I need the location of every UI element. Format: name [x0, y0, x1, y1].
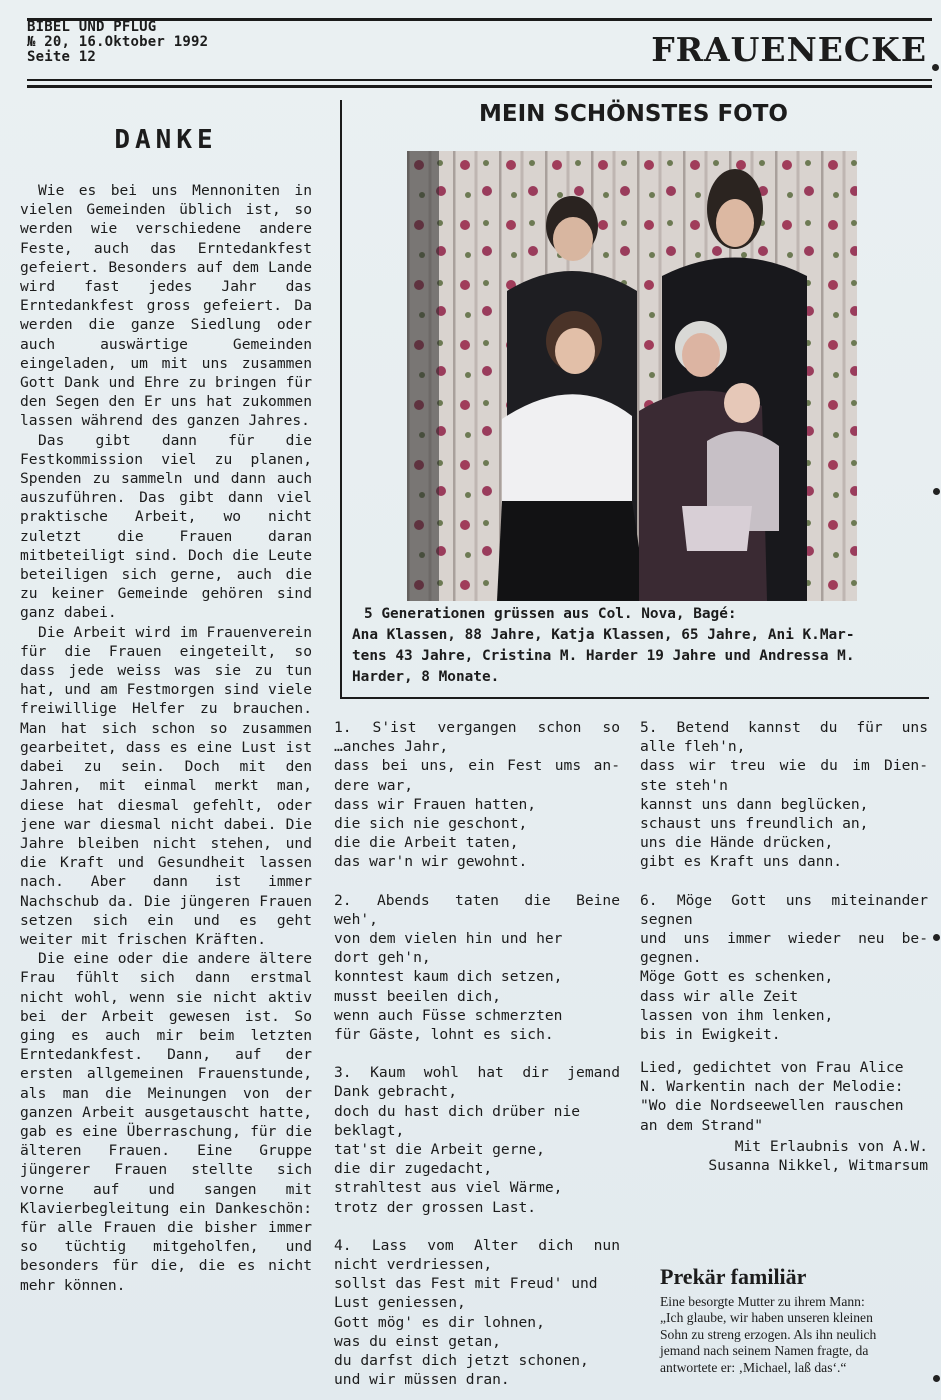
poem-line: uns die Hände drücken,	[640, 834, 834, 852]
note-line: an dem Strand"	[640, 1116, 764, 1134]
poem-line: und wir müssen dran.	[334, 1371, 510, 1389]
poem-stanza	[334, 1236, 620, 1390]
poem-line: nicht verdriessen,	[334, 1256, 493, 1274]
poem-line: weh',	[334, 910, 378, 928]
poem-line: wenn auch Füsse schmerzten	[334, 1006, 563, 1024]
poem-line: lassen von ihm lenken,	[640, 1006, 834, 1024]
photo-box-title: MEIN SCHÖNSTES FOTO	[479, 101, 788, 127]
article-paragraph: Wie es bei uns Mennoniten in vielen Gemeinden üblich ist, so werden wie verschiedene andere Feste, auch das Erntedankfest gefeiert. Besonders auf dem Lande wird fast jedes Jahr das Erntedankfest gross gefeiert. Da werden die ganze Siedlung oder auch auswärtige Gemeinden eingeladen, um mit uns zusammen Gott Dank und Ehre zu bringen für den Segen den Er uns hat zukommen lassen während des ganzen Jahres.	[20, 182, 312, 430]
binder-hole	[933, 1375, 940, 1382]
poem-line: beklagt,	[334, 1121, 405, 1139]
poem-line: schaust uns freundlich an,	[640, 815, 869, 833]
stanza-gap	[334, 872, 620, 891]
poem-stanza	[334, 1063, 620, 1217]
poem-line: dass wir Frauen hatten,	[334, 795, 537, 813]
binder-hole	[932, 64, 939, 71]
poem-stanza	[334, 891, 620, 1045]
poem-line: Gott mög' es dir lohnen,	[334, 1313, 545, 1331]
poem-line: von dem vielen hin und her	[334, 930, 563, 948]
poem-line: …anches Jahr,	[334, 738, 449, 756]
poem-stanza	[640, 718, 928, 872]
poem-line: gegnen.	[640, 949, 702, 967]
poem-line: alle fleh'n,	[640, 738, 746, 756]
poem-line: sollst das Fest mit Freud' und	[334, 1275, 598, 1293]
binder-hole	[933, 934, 940, 941]
note-line: Lied, gedichtet von Frau Alice	[640, 1059, 904, 1076]
poem-line: das war'n wir gewohnt.	[334, 853, 528, 871]
poem-line: Dank gebracht,	[334, 1083, 458, 1101]
joke-title: Prekär familiär	[660, 1264, 807, 1289]
caption-line: Harder, 8 Monate.	[352, 669, 500, 685]
stanza-gap	[334, 1217, 620, 1236]
poem-right-column	[640, 718, 928, 1044]
poem-line: 4. Lass vom Alter dich nun	[334, 1236, 620, 1254]
note-line: "Wo die Nordseewellen rauschen	[640, 1097, 904, 1115]
poem-line: ste steh'n	[640, 776, 728, 794]
poem-note	[640, 1058, 928, 1175]
page-number: Seite 12	[27, 49, 97, 65]
poem-line: die dir zugedacht,	[334, 1160, 493, 1178]
poem-line: konntest kaum dich setzen,	[334, 968, 563, 986]
poem-line: du darfst dich jetzt schonen,	[334, 1352, 589, 1370]
header-rule-2	[27, 85, 932, 88]
prekaer-familiaer-box	[660, 1264, 920, 1376]
section-title: FRAUENECKE	[651, 30, 927, 69]
article-paragraph: Die eine oder die andere ältere Frau fühlt sich dann erstmal nicht wohl, wenn sie nicht aktiv bei der Arbeit gewesen ist. So ging es auch mir beim letzten Erntedankfest. Dann, auf der ersten allgemeinen Frauenstunde, als man die Meinungen von der ganzen Arbeit ausgetauscht hatte, gab es eine Überraschung, für die älteren Frauen. Eine Gruppe jüngerer Frauen stellte sich vorne auf und sangen mit Klavierbegleitung ein Dankeschön: für alle Frauen die bisher immer so tüchtig mitgeholfen, und besonders für die, die es nicht mehr können.	[20, 950, 312, 1294]
poem-line: 5. Betend kannst du für uns	[640, 719, 928, 736]
poem-line: trotz der grossen Last.	[334, 1198, 537, 1216]
credit-line: Mit Erlaubnis von A.W.	[734, 1137, 928, 1155]
poem-line: Möge Gott es schenken,	[640, 968, 834, 986]
poem-line: tat'st die Arbeit gerne,	[334, 1141, 545, 1159]
family-photo-image	[407, 151, 857, 601]
caption-line: Ana Klassen, 88 Jahre, Katja Klassen, 65 Jahre, Ani K.Mar-	[352, 627, 855, 643]
binder-hole	[933, 488, 940, 495]
poem-line: was du einst getan,	[334, 1332, 501, 1350]
poem-line: dass wir treu wie du im Dien-	[640, 757, 928, 775]
poem-line: die die Arbeit taten,	[334, 834, 519, 852]
caption-heading: 5 Generationen grüssen aus Col. Nova, Bagé:	[364, 606, 737, 622]
joke-line: „Ich glaube, wir haben unseren kleinen	[660, 1310, 873, 1326]
poem-line: dass wir alle Zeit	[640, 987, 799, 1005]
publication-name: BIBEL UND PFLUG	[27, 19, 157, 35]
poem-line: die sich nie geschont,	[334, 815, 528, 833]
poem-line: segnen	[640, 910, 693, 928]
poem-line: dort geh'n,	[334, 949, 431, 967]
poem-line: für Gäste, lohnt es sich.	[334, 1026, 554, 1044]
poem-line: dere war,	[334, 776, 414, 794]
poem-line: musst beeilen dich,	[334, 987, 501, 1005]
masthead-info	[27, 20, 208, 65]
poem-line: 6. Möge Gott uns miteinander	[640, 891, 928, 909]
poem-stanza	[640, 891, 928, 1045]
poem-stanza	[334, 718, 620, 872]
joke-text	[660, 1294, 920, 1376]
poem-line: kannst uns dann beglücken,	[640, 795, 869, 813]
joke-line: antwortete er: ‚Michael, laß das‘.“	[660, 1359, 847, 1375]
article-paragraph: Das gibt dann für die Festkommission viel zu planen, Spenden zu sammeln und dann auch auszuführen. Das gibt dann viel praktische Arbeit, wo nicht zuletzt die Frauen daran mitbeteiligt sind. Doch die Leute beteiligen sich gerne, auch die zu keiner Gemeinde gehören sind ganz dabei.	[20, 431, 312, 622]
poem-line: Lust geniessen,	[334, 1294, 466, 1312]
poem-line: gibt es Kraft uns dann.	[640, 853, 843, 871]
stanza-gap	[640, 872, 928, 891]
poem-line: doch du hast dich drüber nie	[334, 1102, 581, 1120]
danke-article	[20, 125, 312, 1295]
joke-line: Sohn zu streng erzogen. Als ihn neulich	[660, 1326, 877, 1342]
poem-line: strahltest aus viel Wärme,	[334, 1179, 563, 1197]
note-line: N. Warkentin nach der Melodie:	[640, 1078, 904, 1096]
family-photo	[407, 151, 857, 601]
issue-date: № 20, 16.Oktober 1992	[27, 34, 209, 50]
poem-line: 1. S'ist vergangen schon so	[334, 719, 620, 736]
header-rule-1	[27, 79, 932, 81]
poem-line: 2. Abends taten die Beine	[334, 891, 620, 909]
poem-line: dass bei uns, ein Fest ums an-	[334, 757, 620, 775]
stanza-gap	[334, 1044, 620, 1063]
caption-line: tens 43 Jahre, Cristina M. Harder 19 Jahre und Andressa M.	[352, 648, 855, 664]
joke-line: Eine besorgte Mutter zu ihrem Mann:	[660, 1294, 865, 1309]
poem-line: bis in Ewigkeit.	[640, 1026, 781, 1044]
joke-line: jemand nach seinem Namen fragte, da	[660, 1343, 869, 1359]
poem-left-column	[334, 718, 620, 1390]
credit-line: Susanna Nikkel, Witmarsum	[708, 1157, 928, 1175]
photo-caption	[352, 604, 912, 688]
article-title: DANKE	[114, 125, 218, 155]
article-paragraph: Die Arbeit wird im Frauenverein für die Frauen eingeteilt, so dass jede weiss was sie zu tun hat, und am Festmorgen sind viele freiwillige Helfer zu brauchen. Man hat sich schon so zusammen gearbeitet, dass es eine Lust ist dabei zu sein. Doch mit den Jahren, mit einmal merkt man, diese hat diesmal gefehlt, oder jene war diesmal nicht dabei. Die Jahre bleiben nicht stehen, und die Kraft und Gesundheit lassen nach. Aber dann ist immer Nachschub da. Die jüngeren Frauen setzen sich ein und es geht weiter mit frischen Kräften.	[20, 623, 312, 948]
poem-line: und uns immer wieder neu be-	[640, 930, 928, 948]
poem-line: 3. Kaum wohl hat dir jemand	[334, 1064, 620, 1082]
